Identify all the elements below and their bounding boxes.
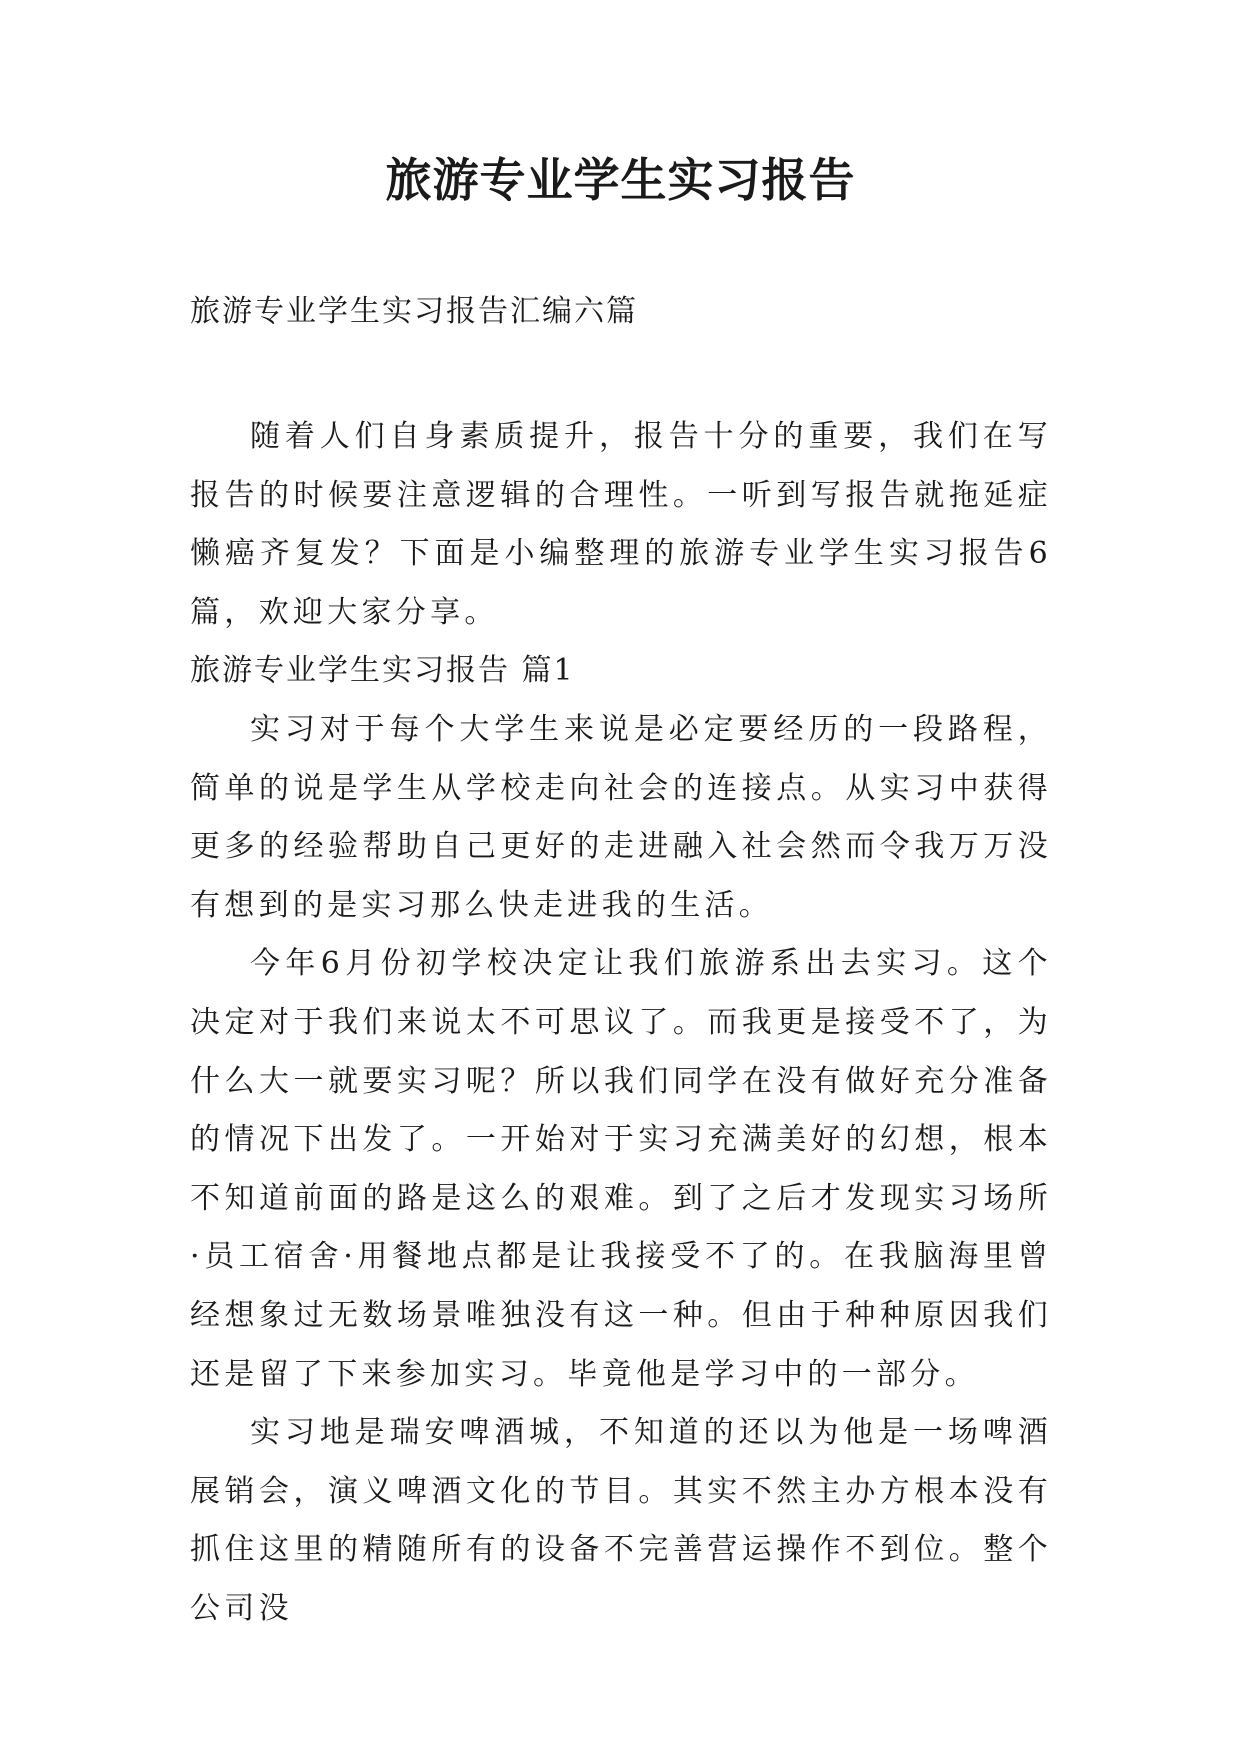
body-paragraph: 实习地是瑞安啤酒城，不知道的还以为他是一场啤酒展销会，演义啤酒文化的节目。其实不然主办方根本没有抓住这里的精随所有的设备不完善营运操作不到位。整个公司没 (190, 1415, 1052, 1626)
intro-paragraph: 随着人们自身素质提升，报告十分的重要，我们在写报告的时候要注意逻辑的合理性。一听到写报告就拖延症懒癌齐复发？下面是小编整理的旅游专业学生实习报告6篇，欢迎大家分享。 (190, 419, 1052, 630)
section-heading: 旅游专业学生实习报告 篇1 (190, 653, 575, 689)
page-title: 旅游专业学生实习报告 (385, 153, 856, 207)
body-paragraph: 实习对于每个大学生来说是必定要经历的一段路程，简单的说是学生从学校走向社会的连接点。从实习中获得更多的经验帮助自己更好的走进融入社会然而令我万万没有想到的是实习那么快走进我的生活。 (190, 711, 1052, 923)
body-paragraph: 今年6月份初学校决定让我们旅游系出去实习。这个决定对于我们来说太不可思议了。而我更是接受不了，为什么大一就要实习呢？所以我们同学在没有做好充分准备的情况下出发了。一开始对于实习充满美好的幻想，根本不知道前面的路是这么的艰难。到了之后才发现实习场所·员工宿舍·用餐地点都是让我接受不了的。在我脑海里曾经想象过无数场景唯独没有这一种。但由于种种原因我们还是留了下来参加实习。毕竟他是学习中的一部分。 (190, 946, 1052, 1392)
document-subtitle: 旅游专业学生实习报告汇编六篇 (190, 294, 638, 329)
document-body (190, 408, 1052, 1638)
